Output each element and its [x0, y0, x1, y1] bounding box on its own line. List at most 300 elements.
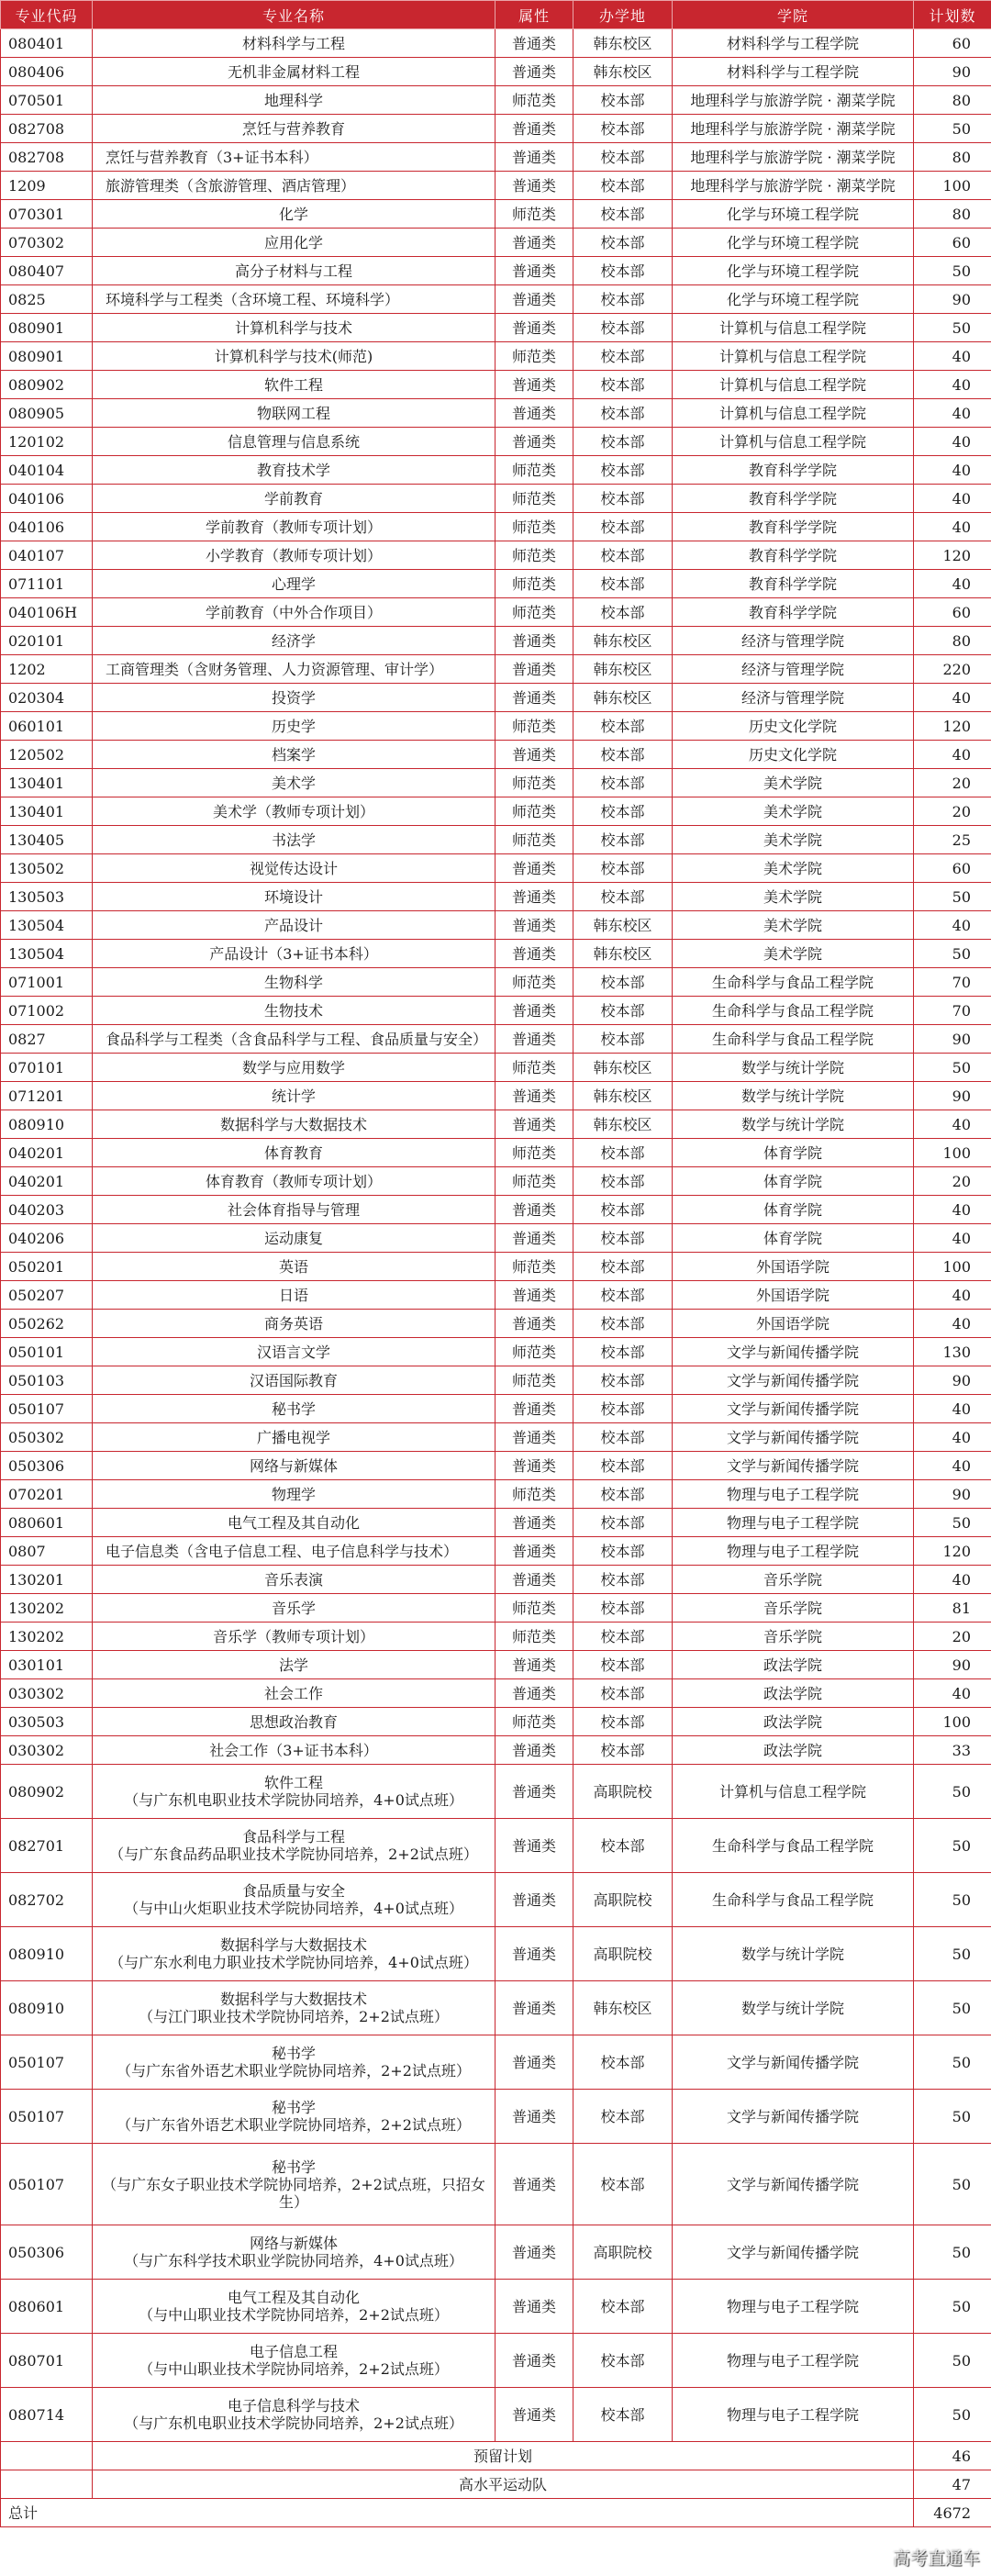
- cell-plan: 100: [914, 1253, 991, 1281]
- cell-location: 校本部: [573, 1224, 673, 1253]
- cell-college: 化学与环境工程学院: [673, 257, 914, 285]
- cell-type: 师范类: [496, 712, 573, 741]
- cell-location: 校本部: [573, 1736, 673, 1765]
- cell-type: 师范类: [496, 1167, 573, 1196]
- cell-plan: 60: [914, 29, 991, 58]
- cell-major: 信息管理与信息系统: [93, 428, 496, 456]
- table-row: [1, 1480, 991, 1509]
- cell-code: 082708: [1, 143, 93, 172]
- cell-plan: 100: [914, 172, 991, 200]
- cell-college: 地理科学与旅游学院 · 潮菜学院: [673, 172, 914, 200]
- table-row: [1, 172, 991, 200]
- cell-college: 外国语学院: [673, 1310, 914, 1338]
- cell-plan: 4672: [914, 2499, 991, 2527]
- major-note: （与中山火炬职业技术学院协同培养，4+0试点班）: [124, 1900, 463, 1917]
- cell-major: 学前教育: [93, 485, 496, 513]
- cell-college: 外国语学院: [673, 1253, 914, 1281]
- cell-major: [93, 1927, 496, 1981]
- cell-code: 020304: [1, 684, 93, 712]
- major-name: 数据科学与大数据技术: [219, 1936, 367, 1954]
- cell-type: 普通类: [496, 2280, 573, 2334]
- cell-plan: 47: [914, 2470, 991, 2499]
- cell-plan: 50: [914, 1509, 991, 1537]
- major-name: 网络与新媒体: [249, 2235, 338, 2252]
- cell-college: 数学与统计学院: [673, 1927, 914, 1981]
- cell-major: [93, 2035, 496, 2090]
- cell-code: 082708: [1, 115, 93, 143]
- table-row-joint: [1, 2035, 991, 2090]
- cell-plan: 50: [914, 2334, 991, 2388]
- cell-code: 080910: [1, 1927, 93, 1981]
- table-row-team: [1, 2470, 991, 2499]
- table-row: [1, 1139, 991, 1167]
- table-row: [1, 200, 991, 229]
- cell-plan: 40: [914, 1679, 991, 1708]
- major-name: 秘书学: [271, 2158, 316, 2176]
- table-row: [1, 143, 991, 172]
- cell-major: 电气工程及其自动化: [93, 1509, 496, 1537]
- cell-code: 040106: [1, 513, 93, 541]
- cell-code: 080406: [1, 58, 93, 86]
- cell-major: 社会工作: [93, 1679, 496, 1708]
- cell-location: 校本部: [573, 1310, 673, 1338]
- cell-type: 普通类: [496, 1566, 573, 1594]
- cell-location: 校本部: [573, 2388, 673, 2442]
- cell-location: 校本部: [573, 883, 673, 911]
- table-body: [1, 29, 991, 2527]
- cell-type: 师范类: [496, 200, 573, 229]
- cell-plan: 40: [914, 1452, 991, 1480]
- cell-type: 普通类: [496, 285, 573, 314]
- table-row: [1, 1310, 991, 1338]
- cell-code: 040201: [1, 1167, 93, 1196]
- cell-major: [93, 2388, 496, 2442]
- major-name: 软件工程: [263, 1774, 323, 1791]
- cell-major: 计算机科学与技术(师范): [93, 342, 496, 371]
- cell-plan: 50: [914, 257, 991, 285]
- cell-major: 法学: [93, 1651, 496, 1679]
- cell-code: 071201: [1, 1082, 93, 1110]
- cell-major: 数据科学与大数据技术: [93, 1110, 496, 1139]
- cell-major: 化学: [93, 200, 496, 229]
- cell-code: 050306: [1, 2225, 93, 2280]
- cell-location: 韩东校区: [573, 29, 673, 58]
- cell-code: 071101: [1, 570, 93, 598]
- cell-location: 校本部: [573, 1537, 673, 1566]
- cell-major: 产品设计: [93, 911, 496, 940]
- cell-plan: 50: [914, 1054, 991, 1082]
- cell-college: 体育学院: [673, 1224, 914, 1253]
- cell-major: [93, 1765, 496, 1819]
- cell-college: 美术学院: [673, 826, 914, 854]
- cell-code: 050103: [1, 1366, 93, 1395]
- cell-major: 环境设计: [93, 883, 496, 911]
- header-code: 专业代码: [1, 1, 93, 29]
- table-row: [1, 1167, 991, 1196]
- cell-type: 师范类: [496, 86, 573, 115]
- cell-major: 教育技术学: [93, 456, 496, 485]
- cell-code: 080601: [1, 1509, 93, 1537]
- cell-plan: 20: [914, 1167, 991, 1196]
- cell-plan: 50: [914, 1819, 991, 1873]
- cell-code: 082702: [1, 1873, 93, 1927]
- cell-plan: 120: [914, 541, 991, 570]
- cell-plan: 40: [914, 1423, 991, 1452]
- cell-code: 060101: [1, 712, 93, 741]
- cell-plan: 40: [914, 342, 991, 371]
- cell-code: 130401: [1, 769, 93, 797]
- table-row: [1, 456, 991, 485]
- cell-major: 数学与应用数学: [93, 1054, 496, 1082]
- cell-college: 计算机与信息工程学院: [673, 342, 914, 371]
- cell-code: 030503: [1, 1708, 93, 1736]
- cell-code: 1202: [1, 655, 93, 684]
- cell-major: 生物科学: [93, 968, 496, 997]
- cell-plan: 40: [914, 428, 991, 456]
- major-note: （与广东机电职业技术学院协同培养，4+0试点班）: [124, 1791, 463, 1809]
- cell-plan: 33: [914, 1736, 991, 1765]
- cell-plan: 20: [914, 769, 991, 797]
- cell-type: 师范类: [496, 769, 573, 797]
- cell-type: 普通类: [496, 1927, 573, 1981]
- table-row-joint: [1, 2388, 991, 2442]
- table-row-joint: [1, 1819, 991, 1873]
- cell-type: 普通类: [496, 1025, 573, 1054]
- cell-code: 0827: [1, 1025, 93, 1054]
- cell-plan: 90: [914, 1366, 991, 1395]
- cell-major: [93, 2280, 496, 2334]
- table-row: [1, 1651, 991, 1679]
- table-row: [1, 1708, 991, 1736]
- table-row: [1, 968, 991, 997]
- cell-type: 普通类: [496, 2035, 573, 2090]
- table-row-joint: [1, 1981, 991, 2035]
- cell-college: 美术学院: [673, 797, 914, 826]
- cell-type: 普通类: [496, 1765, 573, 1819]
- cell-major: 运动康复: [93, 1224, 496, 1253]
- cell-college: 教育科学学院: [673, 570, 914, 598]
- cell-type: 普通类: [496, 741, 573, 769]
- cell-location: 韩东校区: [573, 655, 673, 684]
- cell-code: 130405: [1, 826, 93, 854]
- table-row: [1, 684, 991, 712]
- cell-plan: 80: [914, 86, 991, 115]
- cell-plan: 40: [914, 485, 991, 513]
- cell-college: 文学与新闻传播学院: [673, 1423, 914, 1452]
- table-row: [1, 485, 991, 513]
- cell-code: 070501: [1, 86, 93, 115]
- cell-college: 物理与电子工程学院: [673, 1509, 914, 1537]
- cell-type: 普通类: [496, 314, 573, 342]
- major-note: （与广东省外语艺术职业学院协同培养，2+2试点班）: [117, 2062, 471, 2080]
- cell-code: 080910: [1, 1110, 93, 1139]
- cell-college: 物理与电子工程学院: [673, 2388, 914, 2442]
- cell-location: 校本部: [573, 2280, 673, 2334]
- cell-code: 080901: [1, 342, 93, 371]
- cell-location: 校本部: [573, 257, 673, 285]
- cell-plan: 40: [914, 1310, 991, 1338]
- cell-major: 无机非金属材料工程: [93, 58, 496, 86]
- cell-college: 教育科学学院: [673, 598, 914, 627]
- cell-location: 校本部: [573, 314, 673, 342]
- cell-type: 师范类: [496, 570, 573, 598]
- cell-college: 数学与统计学院: [673, 1054, 914, 1082]
- cell-college: 数学与统计学院: [673, 1981, 914, 2035]
- table-row: [1, 598, 991, 627]
- cell-plan: 70: [914, 997, 991, 1025]
- cell-location: 校本部: [573, 854, 673, 883]
- cell-location: 校本部: [573, 1819, 673, 1873]
- cell-plan: 50: [914, 1873, 991, 1927]
- table-row: [1, 428, 991, 456]
- cell-plan: 90: [914, 1082, 991, 1110]
- cell-type: 普通类: [496, 627, 573, 655]
- cell-college: 计算机与信息工程学院: [673, 399, 914, 428]
- cell-location: 校本部: [573, 1651, 673, 1679]
- table-row: [1, 826, 991, 854]
- cell-major: 书法学: [93, 826, 496, 854]
- cell-college: 体育学院: [673, 1167, 914, 1196]
- cell-code: 050262: [1, 1310, 93, 1338]
- cell-major: 软件工程: [93, 371, 496, 399]
- cell-code: 070302: [1, 229, 93, 257]
- cell-code: 120102: [1, 428, 93, 456]
- cell-code: 130504: [1, 911, 93, 940]
- table-row: [1, 115, 991, 143]
- table-row: [1, 1366, 991, 1395]
- cell-major: 音乐表演: [93, 1566, 496, 1594]
- major-note: （与广东水利电力职业技术学院协同培养，4+0试点班）: [109, 1954, 478, 1971]
- cell-location: 校本部: [573, 2144, 673, 2225]
- cell-code: 120502: [1, 741, 93, 769]
- cell-code: 030101: [1, 1651, 93, 1679]
- cell-type: 师范类: [496, 541, 573, 570]
- cell-plan: 90: [914, 1651, 991, 1679]
- cell-college: 政法学院: [673, 1679, 914, 1708]
- table-row: [1, 1224, 991, 1253]
- cell-location: 韩东校区: [573, 1981, 673, 2035]
- cell-type: 师范类: [496, 797, 573, 826]
- cell-location: 校本部: [573, 115, 673, 143]
- cell-type: 师范类: [496, 1623, 573, 1651]
- cell-location: 校本部: [573, 1338, 673, 1366]
- table-row: [1, 1679, 991, 1708]
- cell-type: 普通类: [496, 1873, 573, 1927]
- cell-code: 130502: [1, 854, 93, 883]
- table-row: [1, 911, 991, 940]
- cell-college: 政法学院: [673, 1736, 914, 1765]
- cell-code: 080701: [1, 2334, 93, 2388]
- cell-type: 师范类: [496, 1139, 573, 1167]
- cell-code: 050107: [1, 2035, 93, 2090]
- cell-type: 普通类: [496, 1537, 573, 1566]
- cell-code: 050207: [1, 1281, 93, 1310]
- cell-type: 师范类: [496, 1253, 573, 1281]
- cell-major: 视觉传达设计: [93, 854, 496, 883]
- table-row: [1, 570, 991, 598]
- table-row: [1, 1054, 991, 1082]
- cell-major: 档案学: [93, 741, 496, 769]
- cell-plan: 46: [914, 2442, 991, 2470]
- cell-location: 校本部: [573, 399, 673, 428]
- cell-major: 网络与新媒体: [93, 1452, 496, 1480]
- cell-college: 经济与管理学院: [673, 655, 914, 684]
- cell-code: 071002: [1, 997, 93, 1025]
- cell-major: 物联网工程: [93, 399, 496, 428]
- cell-college: 经济与管理学院: [673, 684, 914, 712]
- cell-code: 020101: [1, 627, 93, 655]
- cell-type: 普通类: [496, 1981, 573, 2035]
- cell-college: 计算机与信息工程学院: [673, 428, 914, 456]
- cell-code: 080902: [1, 371, 93, 399]
- cell-type: 普通类: [496, 2090, 573, 2144]
- cell-college: 生命科学与食品工程学院: [673, 968, 914, 997]
- cell-major: 汉语国际教育: [93, 1366, 496, 1395]
- cell-major: [93, 2090, 496, 2144]
- cell-type: 普通类: [496, 997, 573, 1025]
- cell-code: 0825: [1, 285, 93, 314]
- cell-type: 师范类: [496, 513, 573, 541]
- major-name: 食品质量与安全: [241, 1882, 345, 1900]
- cell-code: 130202: [1, 1594, 93, 1623]
- cell-location: 校本部: [573, 968, 673, 997]
- cell-location: 校本部: [573, 1594, 673, 1623]
- cell-location: 校本部: [573, 143, 673, 172]
- cell-location: 韩东校区: [573, 1082, 673, 1110]
- table-row: [1, 1566, 991, 1594]
- cell-major: 体育教育（教师专项计划）: [93, 1167, 496, 1196]
- cell-plan: 50: [914, 314, 991, 342]
- major-note: （与广东科学技术职业学院协同培养，4+0试点班）: [124, 2252, 463, 2269]
- cell-plan: 60: [914, 598, 991, 627]
- cell-type: 普通类: [496, 2388, 573, 2442]
- table-row: [1, 1196, 991, 1224]
- cell-major: 学前教育（中外合作项目）: [93, 598, 496, 627]
- cell-college: 美术学院: [673, 769, 914, 797]
- cell-location: 校本部: [573, 1566, 673, 1594]
- cell-college: 物理与电子工程学院: [673, 2280, 914, 2334]
- cell-major: 环境科学与工程类（含环境工程、环境科学）: [93, 285, 496, 314]
- cell-college: 历史文化学院: [673, 712, 914, 741]
- table-row: [1, 1509, 991, 1537]
- cell-code: 080910: [1, 1981, 93, 2035]
- cell-type: 师范类: [496, 456, 573, 485]
- cell-major: 应用化学: [93, 229, 496, 257]
- cell-code: 1209: [1, 172, 93, 200]
- cell-college: 文学与新闻传播学院: [673, 1395, 914, 1423]
- cell-college: 美术学院: [673, 883, 914, 911]
- cell-major: 经济学: [93, 627, 496, 655]
- cell-location: 校本部: [573, 797, 673, 826]
- cell-major: 社会体育指导与管理: [93, 1196, 496, 1224]
- major-name: 电子信息科学与技术: [227, 2397, 360, 2414]
- cell-code: 040104: [1, 456, 93, 485]
- table-row: [1, 399, 991, 428]
- cell-code: 080601: [1, 2280, 93, 2334]
- cell-major: 美术学: [93, 769, 496, 797]
- cell-plan: 40: [914, 741, 991, 769]
- cell-college: 经济与管理学院: [673, 627, 914, 655]
- cell-college: 美术学院: [673, 940, 914, 968]
- major-name: 数据科学与大数据技术: [219, 1991, 367, 2008]
- cell-code: 070201: [1, 1480, 93, 1509]
- cell-type: 师范类: [496, 598, 573, 627]
- table-row: [1, 854, 991, 883]
- cell-plan: 40: [914, 1566, 991, 1594]
- header-plan: 计划数: [914, 1, 991, 29]
- cell-location: 校本部: [573, 1452, 673, 1480]
- cell-type: 普通类: [496, 911, 573, 940]
- cell-location: 校本部: [573, 997, 673, 1025]
- cell-plan: 40: [914, 1110, 991, 1139]
- cell-plan: 80: [914, 627, 991, 655]
- cell-code: 030302: [1, 1736, 93, 1765]
- cell-plan: 100: [914, 1708, 991, 1736]
- cell-type: 师范类: [496, 342, 573, 371]
- cell-type: 普通类: [496, 1196, 573, 1224]
- cell-college: 美术学院: [673, 854, 914, 883]
- cell-plan: 40: [914, 1395, 991, 1423]
- major-name: 秘书学: [271, 2099, 316, 2116]
- cell-major: 汉语言文学: [93, 1338, 496, 1366]
- cell-major: 日语: [93, 1281, 496, 1310]
- cell-type: 师范类: [496, 1366, 573, 1395]
- cell-college: 教育科学学院: [673, 513, 914, 541]
- cell-type: 普通类: [496, 1819, 573, 1873]
- cell-code: 050107: [1, 2090, 93, 2144]
- cell-major: 旅游管理类（含旅游管理、酒店管理）: [93, 172, 496, 200]
- cell-college: 文学与新闻传播学院: [673, 2144, 914, 2225]
- cell-location: 校本部: [573, 513, 673, 541]
- cell-major: [93, 1981, 496, 2035]
- cell-location: 韩东校区: [573, 1110, 673, 1139]
- cell-location: 校本部: [573, 1679, 673, 1708]
- cell-location: 校本部: [573, 1480, 673, 1509]
- cell-plan: 50: [914, 2035, 991, 2090]
- cell-code: 030302: [1, 1679, 93, 1708]
- cell-college: 化学与环境工程学院: [673, 229, 914, 257]
- cell-location: 校本部: [573, 1253, 673, 1281]
- cell-plan: 120: [914, 712, 991, 741]
- cell-plan: 90: [914, 1025, 991, 1054]
- cell-plan: 40: [914, 570, 991, 598]
- cell-plan: 81: [914, 1594, 991, 1623]
- cell-code: 130201: [1, 1566, 93, 1594]
- cell-plan: 50: [914, 940, 991, 968]
- cell-location: 韩东校区: [573, 627, 673, 655]
- cell-college: 文学与新闻传播学院: [673, 2090, 914, 2144]
- cell-plan: 220: [914, 655, 991, 684]
- cell-type: 普通类: [496, 1736, 573, 1765]
- cell-major: 统计学: [93, 1082, 496, 1110]
- cell-major: 电子信息类（含电子信息工程、电子信息科学与技术）: [93, 1537, 496, 1566]
- cell-college: 物理与电子工程学院: [673, 1537, 914, 1566]
- cell-type: 普通类: [496, 115, 573, 143]
- cell-college: 物理与电子工程学院: [673, 1480, 914, 1509]
- table-row-joint: [1, 1873, 991, 1927]
- table-row-joint: [1, 2225, 991, 2280]
- cell-plan: 50: [914, 2144, 991, 2225]
- cell-location: 校本部: [573, 1366, 673, 1395]
- cell-code: 0807: [1, 1537, 93, 1566]
- cell-plan: 50: [914, 115, 991, 143]
- cell-plan: 50: [914, 2225, 991, 2280]
- cell-plan: 40: [914, 371, 991, 399]
- cell-location: 校本部: [573, 741, 673, 769]
- cell-location: 校本部: [573, 2035, 673, 2090]
- cell-plan: 40: [914, 1196, 991, 1224]
- cell-location: 校本部: [573, 2334, 673, 2388]
